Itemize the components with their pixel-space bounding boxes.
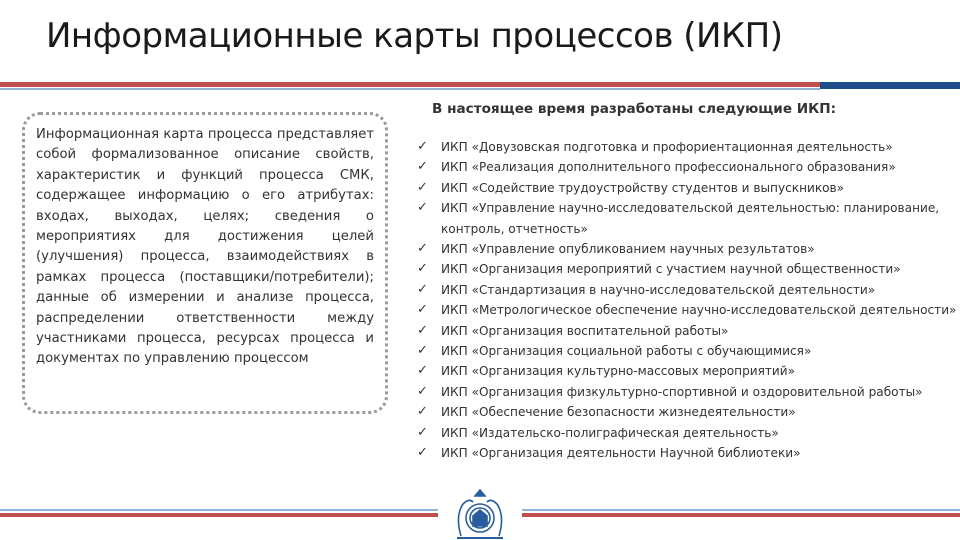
checkmark-icon: ✓ [417, 424, 428, 440]
definition-text: Информационная карта процесса представляет собой формализованное описание свойств, характеристик и функций процесса СМК, содержащее информацию о его атрибутах: входах, выходах, целях; сведения о мероприятиях для достижения целей (улучшения) процесса, взаимодействиях в рамках процесса (поставщики/потребители); данные об измерении и анализе процесса, распределении ответственности между участниками процесса, ресурсах процесса и документах по управлению процессом [36, 127, 374, 367]
ikp-list-item [417, 402, 957, 422]
checkmark-icon: ✓ [417, 343, 428, 359]
ikp-item-text: ИКП «Организация социальной работы с обучающимися» [441, 344, 812, 359]
checkmark-icon: ✓ [417, 200, 428, 216]
ikp-item-text: ИКП «Обеспечение безопасности жизнедеятельности» [441, 405, 796, 420]
ikp-item-text: ИКП «Организация мероприятий с участием научной общественности» [441, 262, 901, 277]
ikp-item-text: ИКП «Содействие трудоустройству студентов и выпускников» [441, 180, 845, 195]
ikp-item-text: ИКП «Управление научно-исследовательской деятельностью: планирование, контроль, отчетность» [441, 201, 940, 236]
checkmark-icon: ✓ [417, 139, 428, 154]
ikp-list-item [417, 178, 957, 198]
checkmark-icon: ✓ [417, 404, 428, 420]
ikp-item-text: ИКП «Организация физкультурно-спортивной и оздоровительной работы» [441, 384, 923, 399]
checkmark-icon: ✓ [417, 363, 428, 379]
ikp-item-text: ИКП «Организация культурно-массовых мероприятий» [441, 364, 796, 379]
ikp-list-item [417, 137, 957, 157]
checkmark-icon: ✓ [417, 383, 428, 399]
checkmark-icon: ✓ [417, 261, 428, 277]
ikp-item-text: ИКП «Метрологическое обеспечение научно-исследовательской деятельности» [441, 303, 957, 318]
ikp-list-item [417, 423, 957, 443]
checkmark-icon: ✓ [417, 281, 428, 297]
ikp-list-item [417, 382, 957, 402]
ikp-item-text: ИКП «Организация воспитательной работы» [441, 323, 729, 338]
ikp-list-item [417, 280, 957, 300]
ikp-item-text: ИКП «Организация деятельности Научной библиотеки» [441, 446, 801, 461]
university-emblem-icon [449, 486, 511, 540]
ikp-list-item [417, 239, 957, 259]
checkmark-icon: ✓ [417, 302, 428, 318]
ikp-item-text: ИКП «Стандартизация в научно-исследовательской деятельности» [441, 282, 876, 297]
ikp-item-text: ИКП «Довузовская подготовка и профориентационная деятельность» [441, 140, 893, 154]
ikp-item-text: ИКП «Реализация дополнительного профессионального образования» [441, 160, 896, 175]
ikp-list-item [417, 321, 957, 341]
ikp-list-item [417, 259, 957, 279]
ikp-list-item [417, 300, 957, 320]
checkmark-icon: ✓ [417, 179, 428, 195]
ikp-list-item [417, 198, 957, 239]
top-divider [0, 82, 960, 92]
list-heading: В настоящее время разработаны следующие ИКП: [432, 101, 837, 117]
checkmark-icon: ✓ [417, 322, 428, 338]
checkmark-icon: ✓ [417, 241, 428, 257]
ikp-list-item [417, 361, 957, 381]
slide-title: Информационные карты процессов (ИКП) [46, 16, 783, 56]
ikp-list-item [417, 157, 957, 177]
ikp-item-text: ИКП «Издательско-полиграфическая деятельность» [441, 425, 779, 440]
ikp-list-item [417, 443, 957, 463]
checkmark-icon: ✓ [417, 159, 428, 175]
ikp-list-item [417, 341, 957, 361]
ikp-list [417, 137, 957, 464]
checkmark-icon: ✓ [417, 445, 428, 461]
ikp-item-text: ИКП «Управление опубликованием научных результатов» [441, 242, 815, 257]
